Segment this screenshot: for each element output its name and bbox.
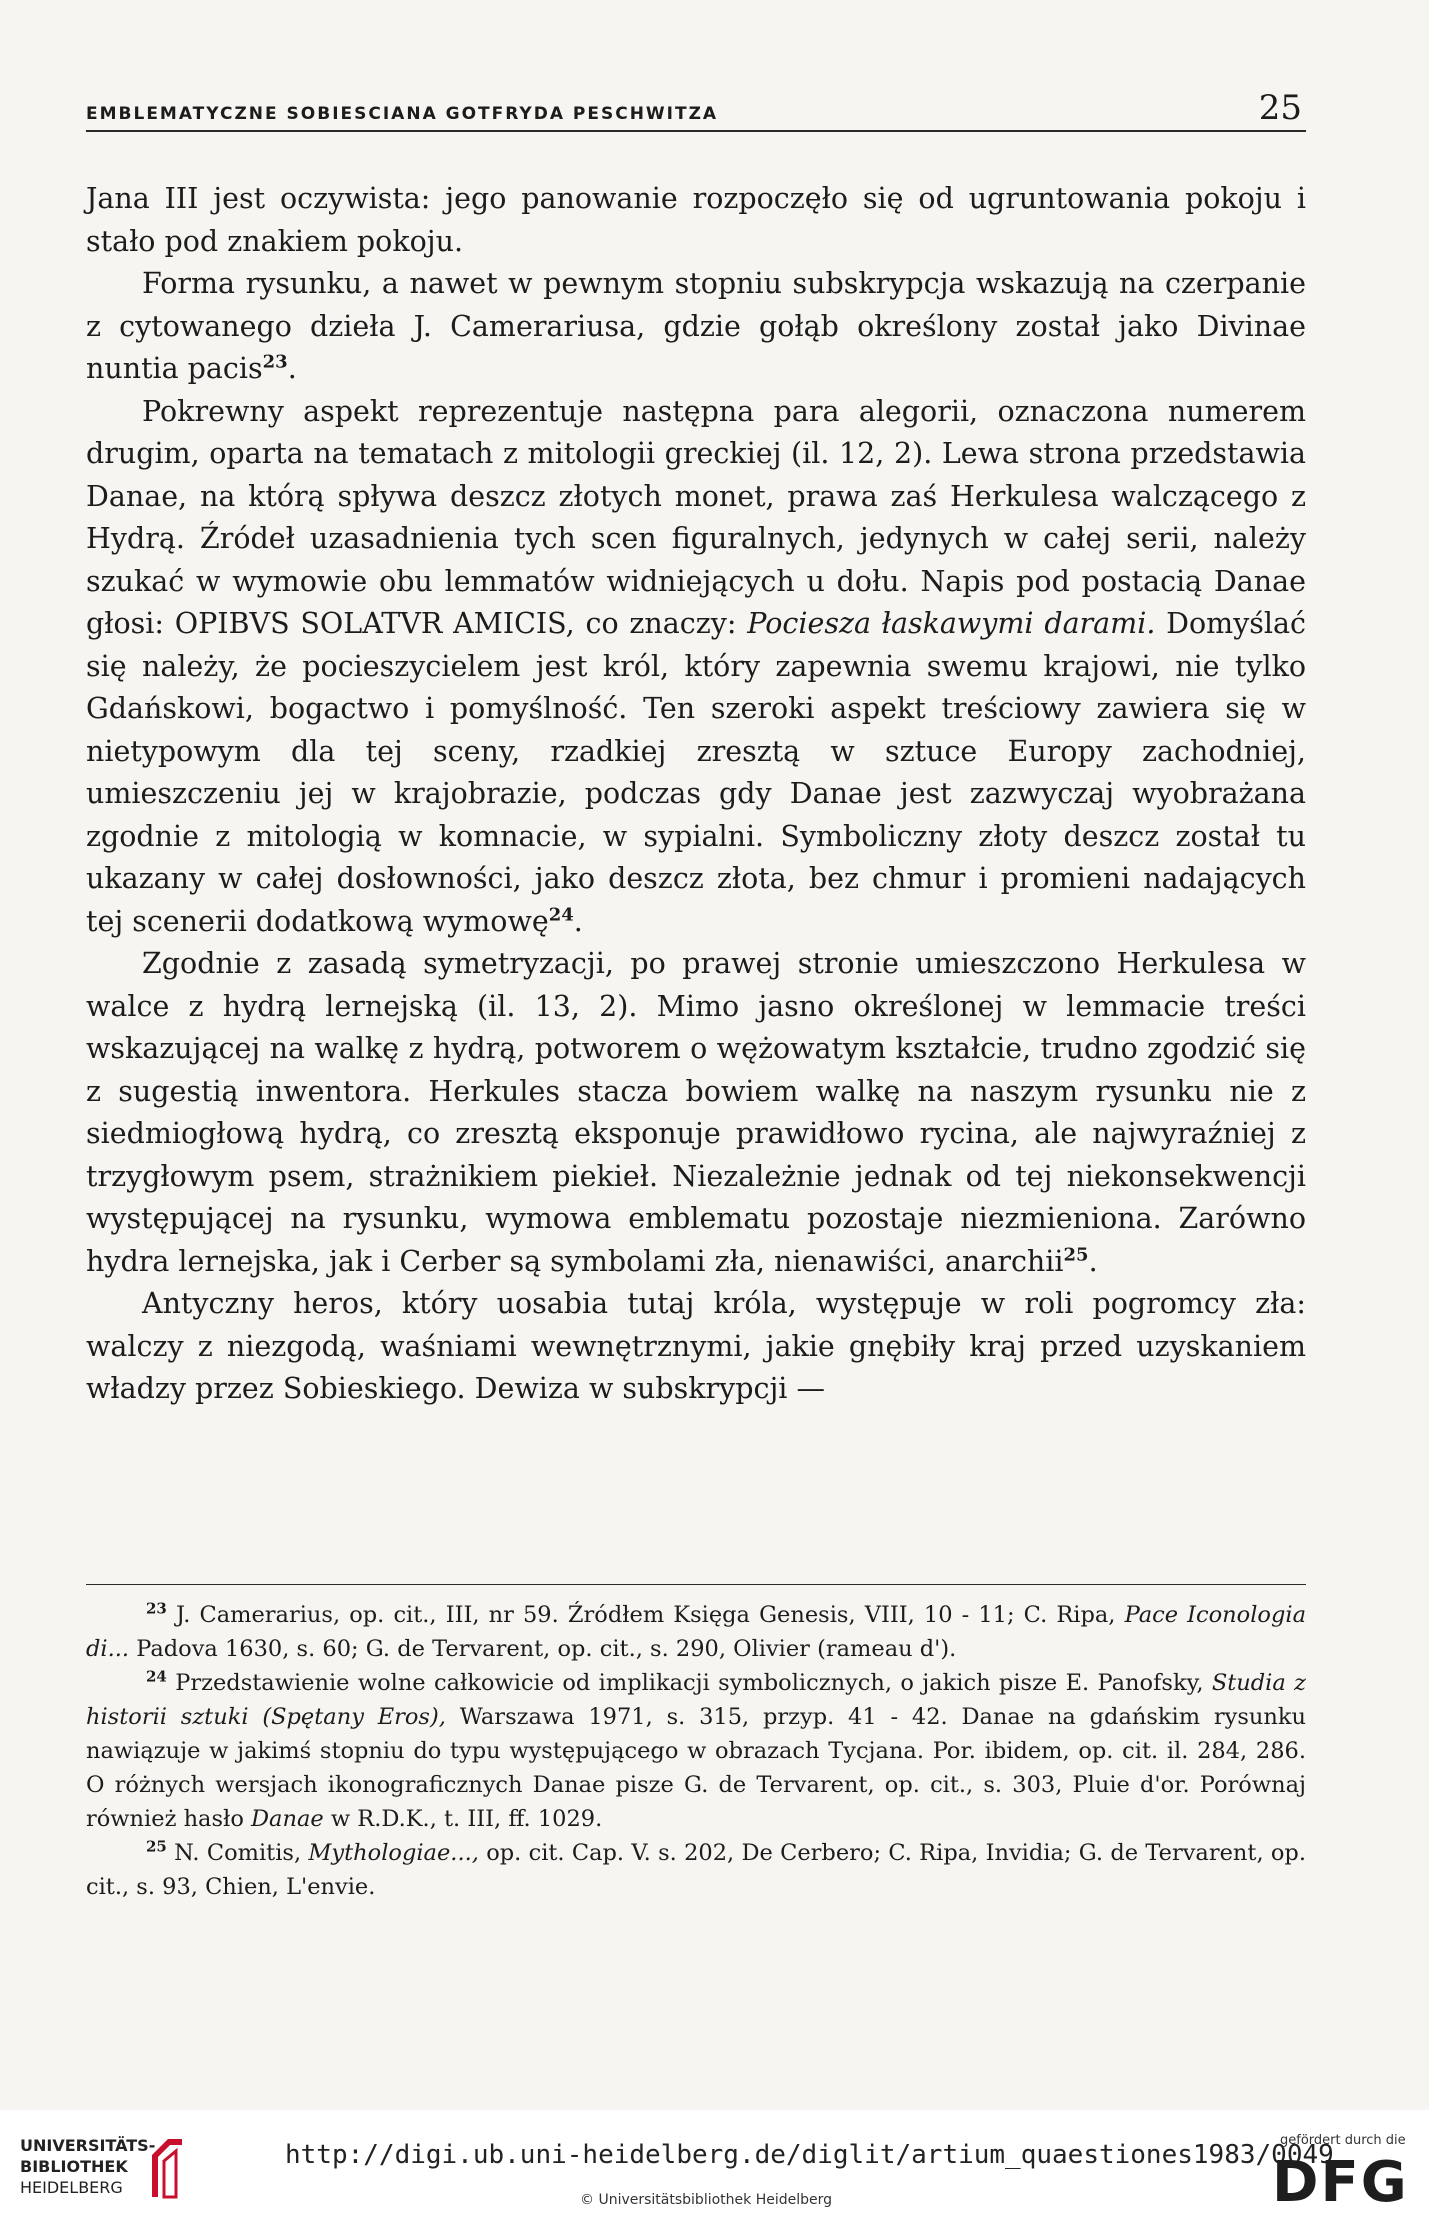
library-logo[interactable] (20, 2135, 155, 2198)
footnote-ref-24[interactable]: 24 (548, 904, 574, 925)
paragraph-1: Jana III jest oczywista: jego panowanie rozpoczęło się od ugruntowania pokoju i stało pod znakiem pokoju. (86, 182, 1306, 258)
library-line-3: HEIDELBERG (20, 2178, 123, 2197)
paragraph-4-end: . (1088, 1244, 1098, 1278)
permalink-url[interactable]: http://digi.ub.uni-heidelberg.de/diglit/artium_quaestiones1983/0049 (285, 2140, 1334, 2170)
paragraph-3-end: . (573, 904, 583, 938)
paragraph-3-italic: Pociesza łaskawymi darami. (747, 607, 1156, 640)
paragraph-3-text-b: Domyślać się należy, że pocieszycielem jest król, który zapewnia swemu krajowi, nie tylko Gdańskowi, bogactwo i pomyślność. Ten szeroki aspekt treściowy zawiera się w nietypowym dla tej sceny, rzadkiej zresztą w sztuce Europy zachodniej, umieszczeniu jej w krajobrazie, podczas gdy Danae jest zazwyczaj wyobrażana zgodnie z mitologią w komnacie, w sypialni. Symboliczny złoty deszcz został tu ukazany w całej dosłowności, jako deszcz złota, bez chmur i promieni nadających tej scenerii dodatkową wymowę (86, 607, 1307, 938)
body-text (86, 178, 1306, 1411)
footnote-ref-25[interactable]: 25 (1063, 1244, 1089, 1265)
footnote-italic: Mythologiae..., (308, 1840, 479, 1866)
footnote-ref-23[interactable]: 23 (262, 351, 288, 373)
footnote-text: Przedstawienie wolne całkowicie od implikacji symbolicznych, o jakich pisze E. Panofsky, (166, 1670, 1212, 1696)
paragraph-2-text: Forma rysunku, a nawet w pewnym stopniu subskrypcja wskazują na czerpanie z cytowanego dzieła J. Camerariusa, gdzie gołąb określony został jako Divinae nuntia pacis (86, 267, 1306, 385)
footnote-italic: Danae (251, 1806, 324, 1832)
paragraph-4-text: Zgodnie z zasadą symetryzacji, po prawej stronie umieszczono Herkulesa w walce z hydrą lernejską (il. 13, 2). Mimo jasno określonej w lemmacie treści wskazującej na walkę z hydrą, potworem o wężowatym kształcie, trudno zgodzić się z sugestią inwentora. Herkules stacza bowiem walkę na naszym rysunku nie z siedmiogłową hydrą, co zresztą eksponuje prawidłowo rycina, ale najwyraźniej z trzygłowym psem, strażnikiem piekieł. Niezależnie jednak od tej niekonsekwencji występującej na rysunku, wymowa emblematu pozostaje niezmieniona. Zarówno hydra lernejska, jak i Cerber są symbolami zła, nienawiści, anarchii (86, 947, 1306, 1278)
library-line-2: BIBLIOTHEK (20, 2157, 128, 2176)
footnote-number: 24 (146, 1667, 167, 1686)
footnote-text: op. cit. Cap. V. s. 202, De Cerbero; C. Ripa, Invidia; G. de Tervarent, op. cit., s. 93, Chien, L'envie. (86, 1840, 1306, 1900)
footnote-italic: Pace Iconologia di... (86, 1602, 1306, 1662)
paragraph-3 (86, 391, 1306, 944)
footnote-number: 25 (146, 1837, 167, 1856)
footnote-24 (86, 1666, 1306, 1836)
running-title: EMBLEMATYCZNE SOBIESCIANA GOTFRYDA PESCHWITZA (86, 104, 719, 124)
page-header (86, 86, 1306, 132)
library-line-1: UNIVERSITÄTS- (20, 2136, 156, 2155)
paragraph-2-end: . (287, 352, 297, 385)
paragraph-4 (86, 943, 1306, 1283)
footnotes (86, 1598, 1306, 1904)
page-number: 25 (1258, 88, 1302, 128)
dfg-logo[interactable]: DFG (1272, 2150, 1409, 2215)
footnote-text: Warszawa 1971, s. 315, przyp. 41 - 42. Danae na gdańskim rysunku nawiązuje w jakimś stopniu do typu występującego w obrazach Tycjana. Por. ibidem, op. cit. il. 284, 286. O różnych wersjach ikonograficznych Danae pisze G. de Tervarent, op. cit., s. 303, Pluie d'or. Porównaj również hasło (86, 1704, 1306, 1832)
footnote-25 (86, 1836, 1306, 1904)
copyright-notice: © Universitätsbibliothek Heidelberg (580, 2192, 833, 2208)
footnote-text: Padova 1630, s. 60; G. de Tervarent, op. cit., s. 290, Olivier (rameau d'). (129, 1636, 957, 1662)
paragraph-2 (86, 263, 1306, 391)
footnote-divider (86, 1584, 1306, 1585)
footnote-text: J. Camerarius, op. cit., III, nr 59. Źródłem Księga Genesis, VIII, 10 - 11; C. Ripa, (166, 1602, 1125, 1628)
paragraph-3-text-a: Pokrewny aspekt reprezentuje następna para alegorii, oznaczona numerem drugim, oparta na tematach z mitologii greckiej (il. 12, 2). Lewa strona przedstawia Danae, na którą spływa deszcz złotych monet, prawa zaś Herkulesa walczącego z Hydrą. Źródeł uzasadnienia tych scen figuralnych, jedynych w całej serii, należy szukać w wymowie obu lemmatów widniejących u dołu. Napis pod postacią Danae głosi: OPIBVS SOLATVR AMICIS, co znaczy: (86, 394, 1306, 640)
footnote-23 (86, 1598, 1306, 1666)
footnote-italic: Studia z historii sztuki (Spętany Eros), (86, 1670, 1306, 1730)
footnote-text: N. Comitis, (166, 1840, 309, 1866)
footnote-text: w R.D.K., t. III, ff. 1029. (323, 1806, 603, 1832)
footnote-number: 23 (146, 1599, 167, 1618)
paragraph-5: Antyczny heros, który uosabia tutaj króla, występuje w roli pogromcy zła: walczy z niezgodą, waśniami wewnętrznymi, jakie gnębiły kraj przed uzyskaniem władzy przez Sobieskiego. Dewiza w subskrypcji — (86, 1287, 1306, 1405)
dfg-caption: gefördert durch die (1280, 2133, 1406, 2148)
library-emblem-icon (148, 2133, 188, 2201)
